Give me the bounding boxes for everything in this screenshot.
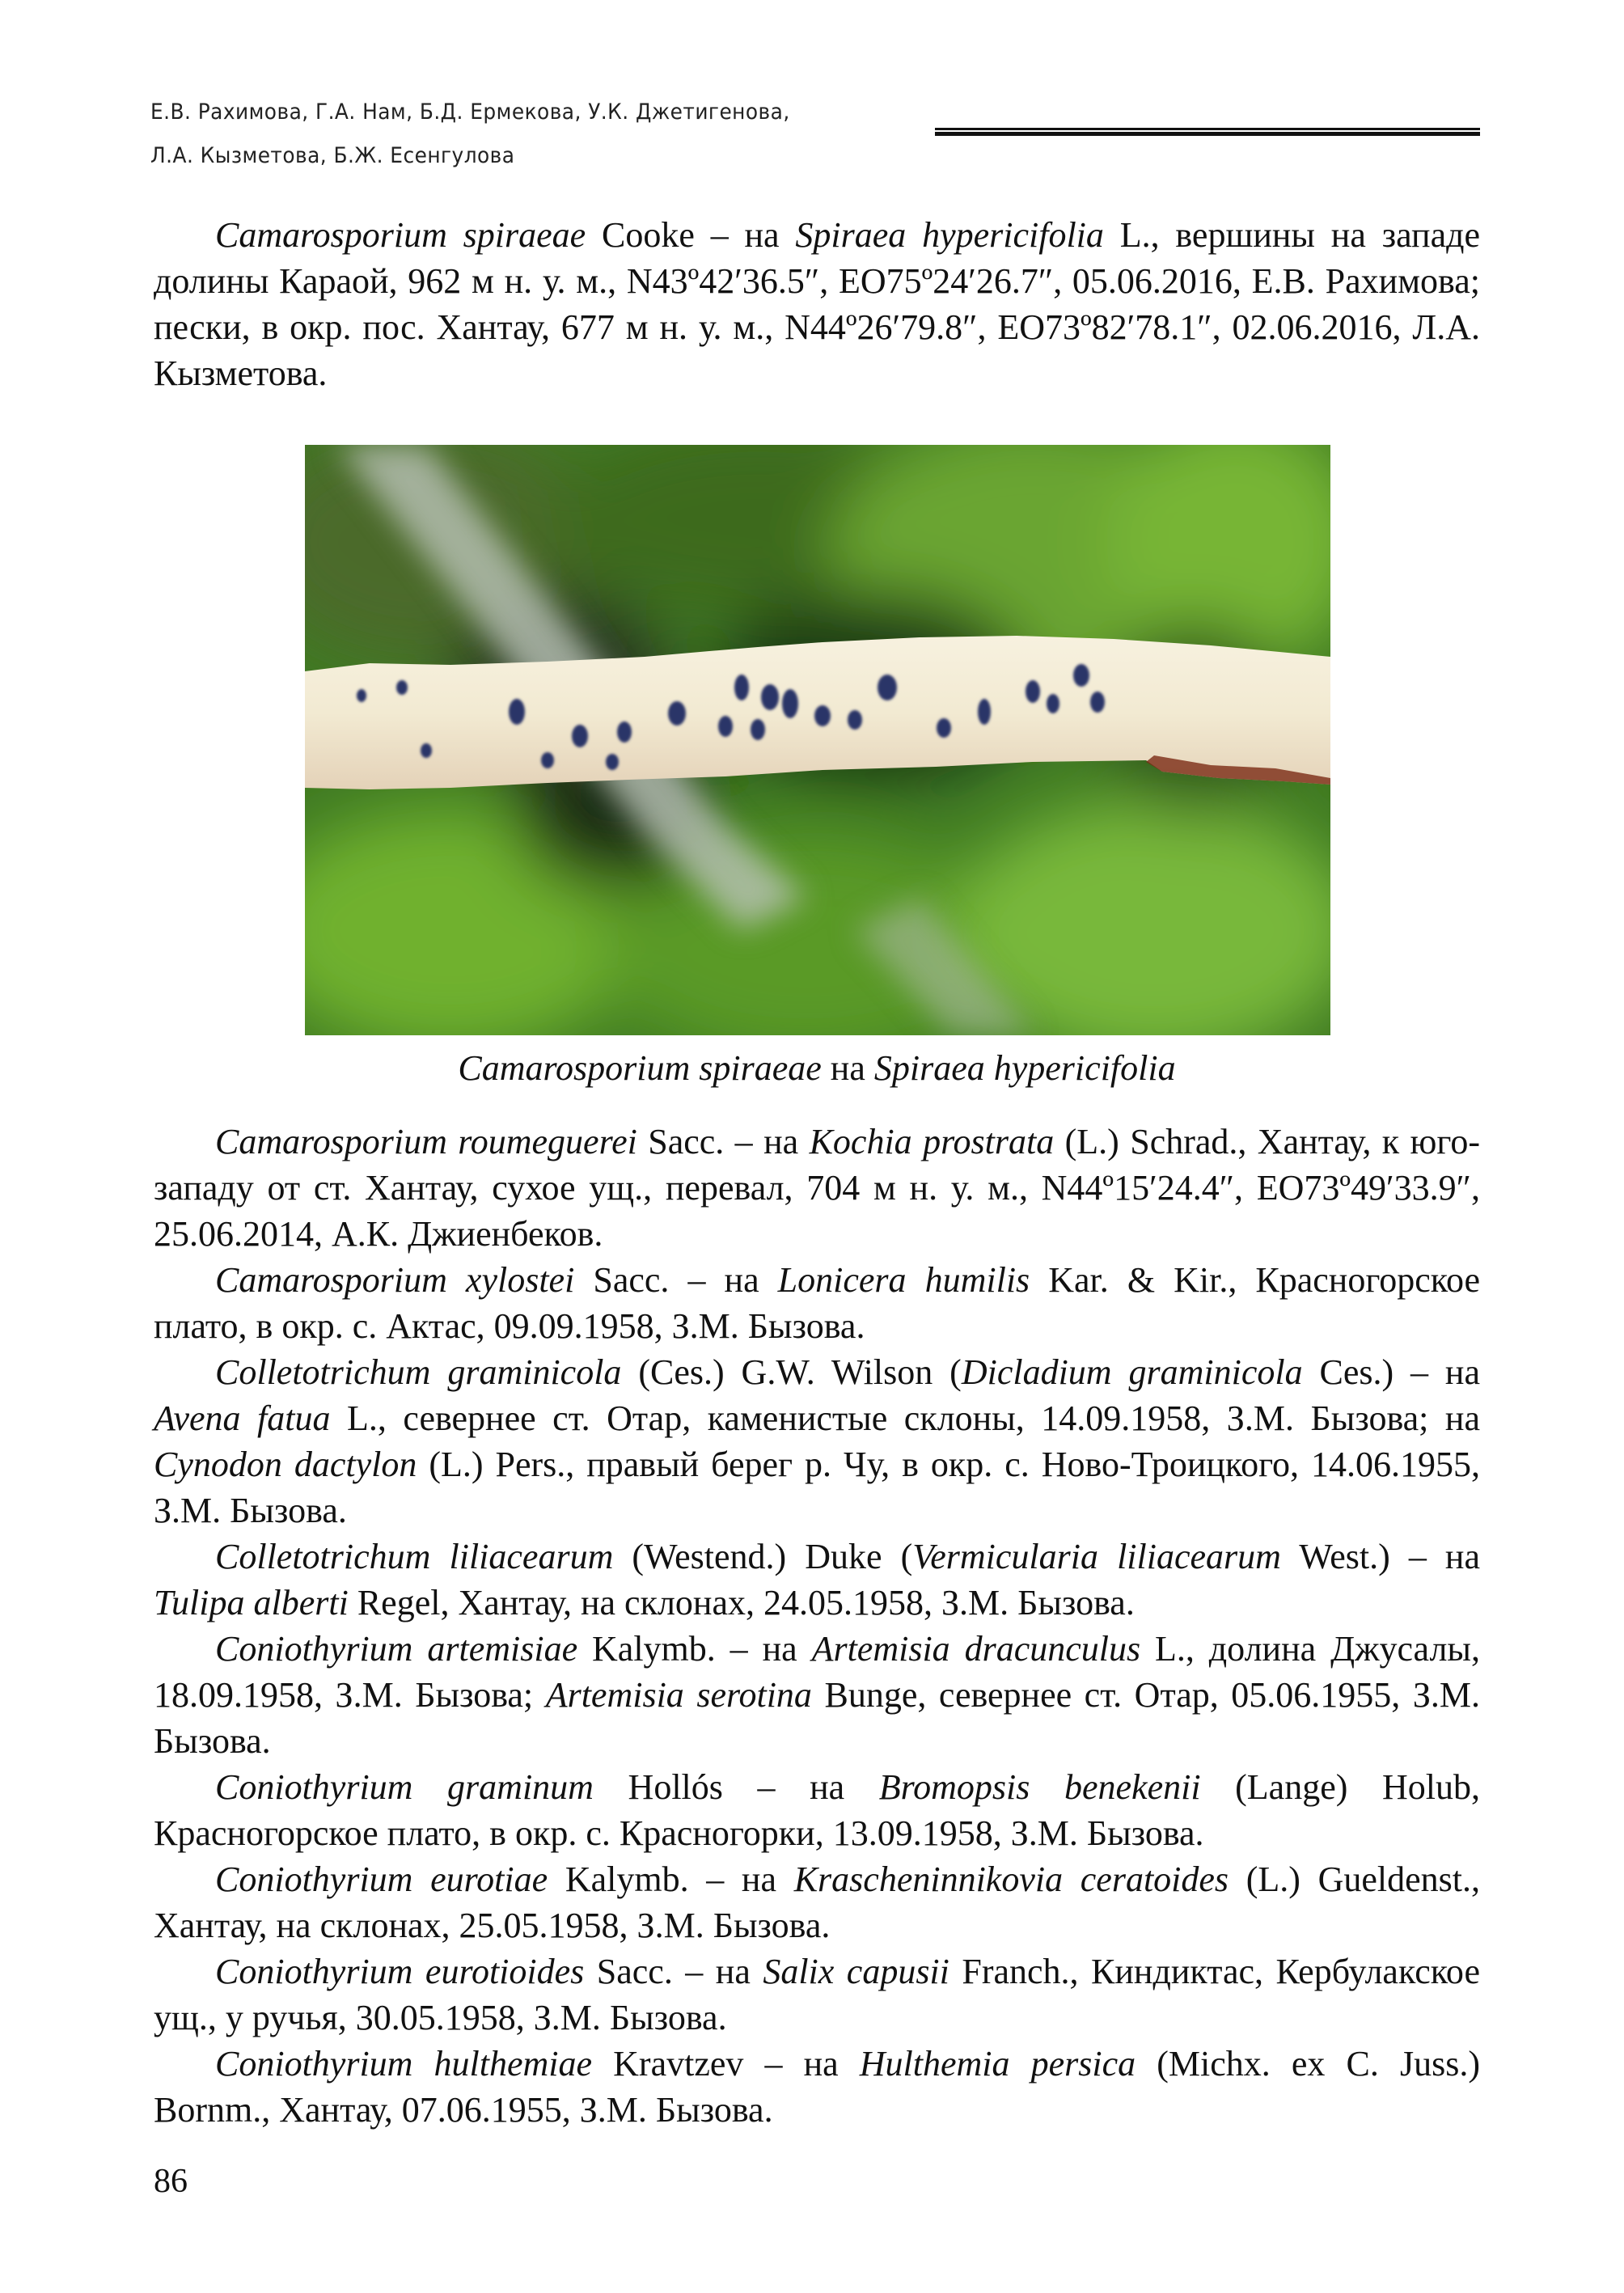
text-run: (Ces.) G.W. Wilson ( — [621, 1352, 962, 1392]
photo-camarosporium-on-stem — [305, 445, 1330, 1035]
figure-caption — [154, 1045, 1480, 1091]
italic-taxon-name: Camarosporium spiraeae — [215, 215, 586, 255]
italic-taxon-name: Dicladium graminicola — [961, 1352, 1303, 1392]
italic-taxon-name: Artemisia dracunculus — [811, 1629, 1141, 1669]
header-double-rule — [935, 128, 1480, 136]
text-run: на — [821, 1048, 874, 1088]
species-record-paragraph — [154, 1534, 1480, 1626]
text-run: L., долина Джусалы, 18.09.1958, З.М. Бызова; — [154, 1629, 1480, 1715]
text-run: L., вершины на западе долины Караой, 962 м н. у. м., N43º42′36.5″, EO75º24′26.7″, 05.06.2016, Е.В. Рахимова; пески, в окр. пос. Хантау, 677 м н. у. м., N44º26′79.8″, EO73º82′78.1″, 02.06.2016, Л.А. Кызметова. — [154, 215, 1481, 393]
species-record-paragraph — [154, 1349, 1480, 1534]
text-run: Sacc. – на — [584, 1952, 763, 1991]
text-run: Cooke – на — [586, 215, 796, 255]
text-run: Kar. & Kir., Красногорское плато, в окр. с. Актас, 09.09.1958, З.М. Бызова. — [154, 1260, 1481, 1346]
text-run: L., севернее ст. Отар, каменистые склоны, 14.09.1958, З.М. Бызова; на — [330, 1398, 1480, 1438]
text-block-bottom — [154, 1119, 1480, 2133]
text-block-top — [154, 212, 1480, 396]
italic-taxon-name: Spiraea hypericifolia — [873, 1048, 1176, 1088]
text-run: (L.) Schrad., Хантау, к юго-западу от ст. Хантау, сухое ущ., перевал, 704 м н. у. м., N44º15′24.4″, EO73º49′33.9″, 25.06.2014, А.К. Джиенбеков. — [154, 1122, 1480, 1254]
text-run: Franch., Киндиктас, Кербулакское ущ., у ручья, 30.05.1958, З.М. Бызова. — [154, 1952, 1480, 2037]
italic-taxon-name: Avena fatua — [154, 1398, 331, 1438]
species-record-paragraph — [154, 1257, 1480, 1349]
italic-taxon-name: Tulipa alberti — [154, 1583, 349, 1622]
text-run: (L.) Gueldenst., Хантау, на склонах, 25.05.1958, З.М. Бызова. — [154, 1859, 1481, 1945]
running-head-authors — [150, 91, 865, 178]
italic-taxon-name: Artemisia serotina — [545, 1675, 812, 1715]
italic-taxon-name: Coniothyrium eurotioides — [215, 1952, 585, 1991]
text-run: Kalymb. – на — [577, 1629, 812, 1669]
species-record-paragraph — [154, 1764, 1480, 1856]
italic-taxon-name: Salix capusii — [763, 1952, 949, 1991]
text-run: (L.) Pers., правый берег р. Чу, в окр. с. Ново-Троицкого, 14.06.1955, З.М. Бызова. — [154, 1445, 1480, 1530]
header-rule-thin — [935, 128, 1480, 130]
italic-taxon-name: Camarosporium roumeguerei — [215, 1122, 637, 1161]
italic-taxon-name: Lonicera humilis — [777, 1260, 1030, 1300]
species-record-paragraph — [154, 1856, 1480, 1948]
species-record-paragraph — [154, 1119, 1480, 1257]
text-run: (Lange) Holub, Красногорское плато, в окр. с. Красногорки, 13.09.1958, З.М. Бызова. — [154, 1767, 1480, 1853]
text-run: West.) – на — [1280, 1537, 1480, 1576]
running-head-line-2: Л.А. Кызметова, Б.Ж. Есенгулова — [150, 143, 515, 168]
figure-photo — [305, 445, 1330, 1035]
italic-taxon-name: Camarosporium spiraeae — [458, 1048, 822, 1088]
text-run: Kalymb. – на — [548, 1859, 794, 1899]
text-run: (Michx. ex C. Juss.) Bornm., Хантау, 07.06.1955, З.М. Бызова. — [154, 2044, 1480, 2130]
text-run: Sacc. – на — [636, 1122, 810, 1161]
italic-taxon-name: Vermicularia liliacearum — [912, 1537, 1281, 1576]
italic-taxon-name: Cynodon dactylon — [154, 1445, 417, 1484]
species-record-paragraph — [154, 2041, 1480, 2133]
italic-taxon-name: Coniothyrium graminum — [215, 1767, 594, 1807]
text-run: Kravtzev – на — [592, 2044, 860, 2084]
italic-taxon-name: Coniothyrium hulthemiae — [215, 2044, 593, 2084]
text-run: Bunge, севернее ст. Отар, 05.06.1955, З.М. Бызова. — [154, 1675, 1480, 1761]
italic-taxon-name: Coniothyrium artemisiae — [215, 1629, 578, 1669]
italic-taxon-name: Colletotrichum graminicola — [215, 1352, 622, 1392]
italic-taxon-name: Krascheninnikovia ceratoides — [793, 1859, 1229, 1899]
italic-taxon-name: Kochia prostrata — [809, 1122, 1055, 1161]
species-record-paragraph — [154, 1948, 1480, 2041]
page-number: 86 — [154, 2163, 188, 2200]
italic-taxon-name: Coniothyrium eurotiae — [215, 1859, 548, 1899]
italic-taxon-name: Bromopsis benekenii — [878, 1767, 1201, 1807]
text-run: Sacc. – на — [574, 1260, 778, 1300]
header-rule-thick — [935, 132, 1480, 136]
running-head-line-1: Е.В. Рахимова, Г.А. Нам, Б.Д. Ермекова, У.К. Джетигенова, — [150, 99, 790, 125]
italic-taxon-name: Colletotrichum liliacearum — [215, 1537, 614, 1576]
species-record-paragraph — [154, 1626, 1480, 1764]
species-record-paragraph — [154, 212, 1480, 396]
text-run: (Westend.) Duke ( — [613, 1537, 913, 1576]
text-run: Hollós – на — [593, 1767, 879, 1807]
text-run: Regel, Хантау, на склонах, 24.05.1958, З.М. Бызова. — [348, 1583, 1135, 1622]
italic-taxon-name: Camarosporium xylostei — [215, 1260, 575, 1300]
text-run: Ces.) – на — [1302, 1352, 1481, 1392]
italic-taxon-name: Spiraea hypericifolia — [795, 215, 1104, 255]
italic-taxon-name: Hulthemia persica — [859, 2044, 1136, 2084]
